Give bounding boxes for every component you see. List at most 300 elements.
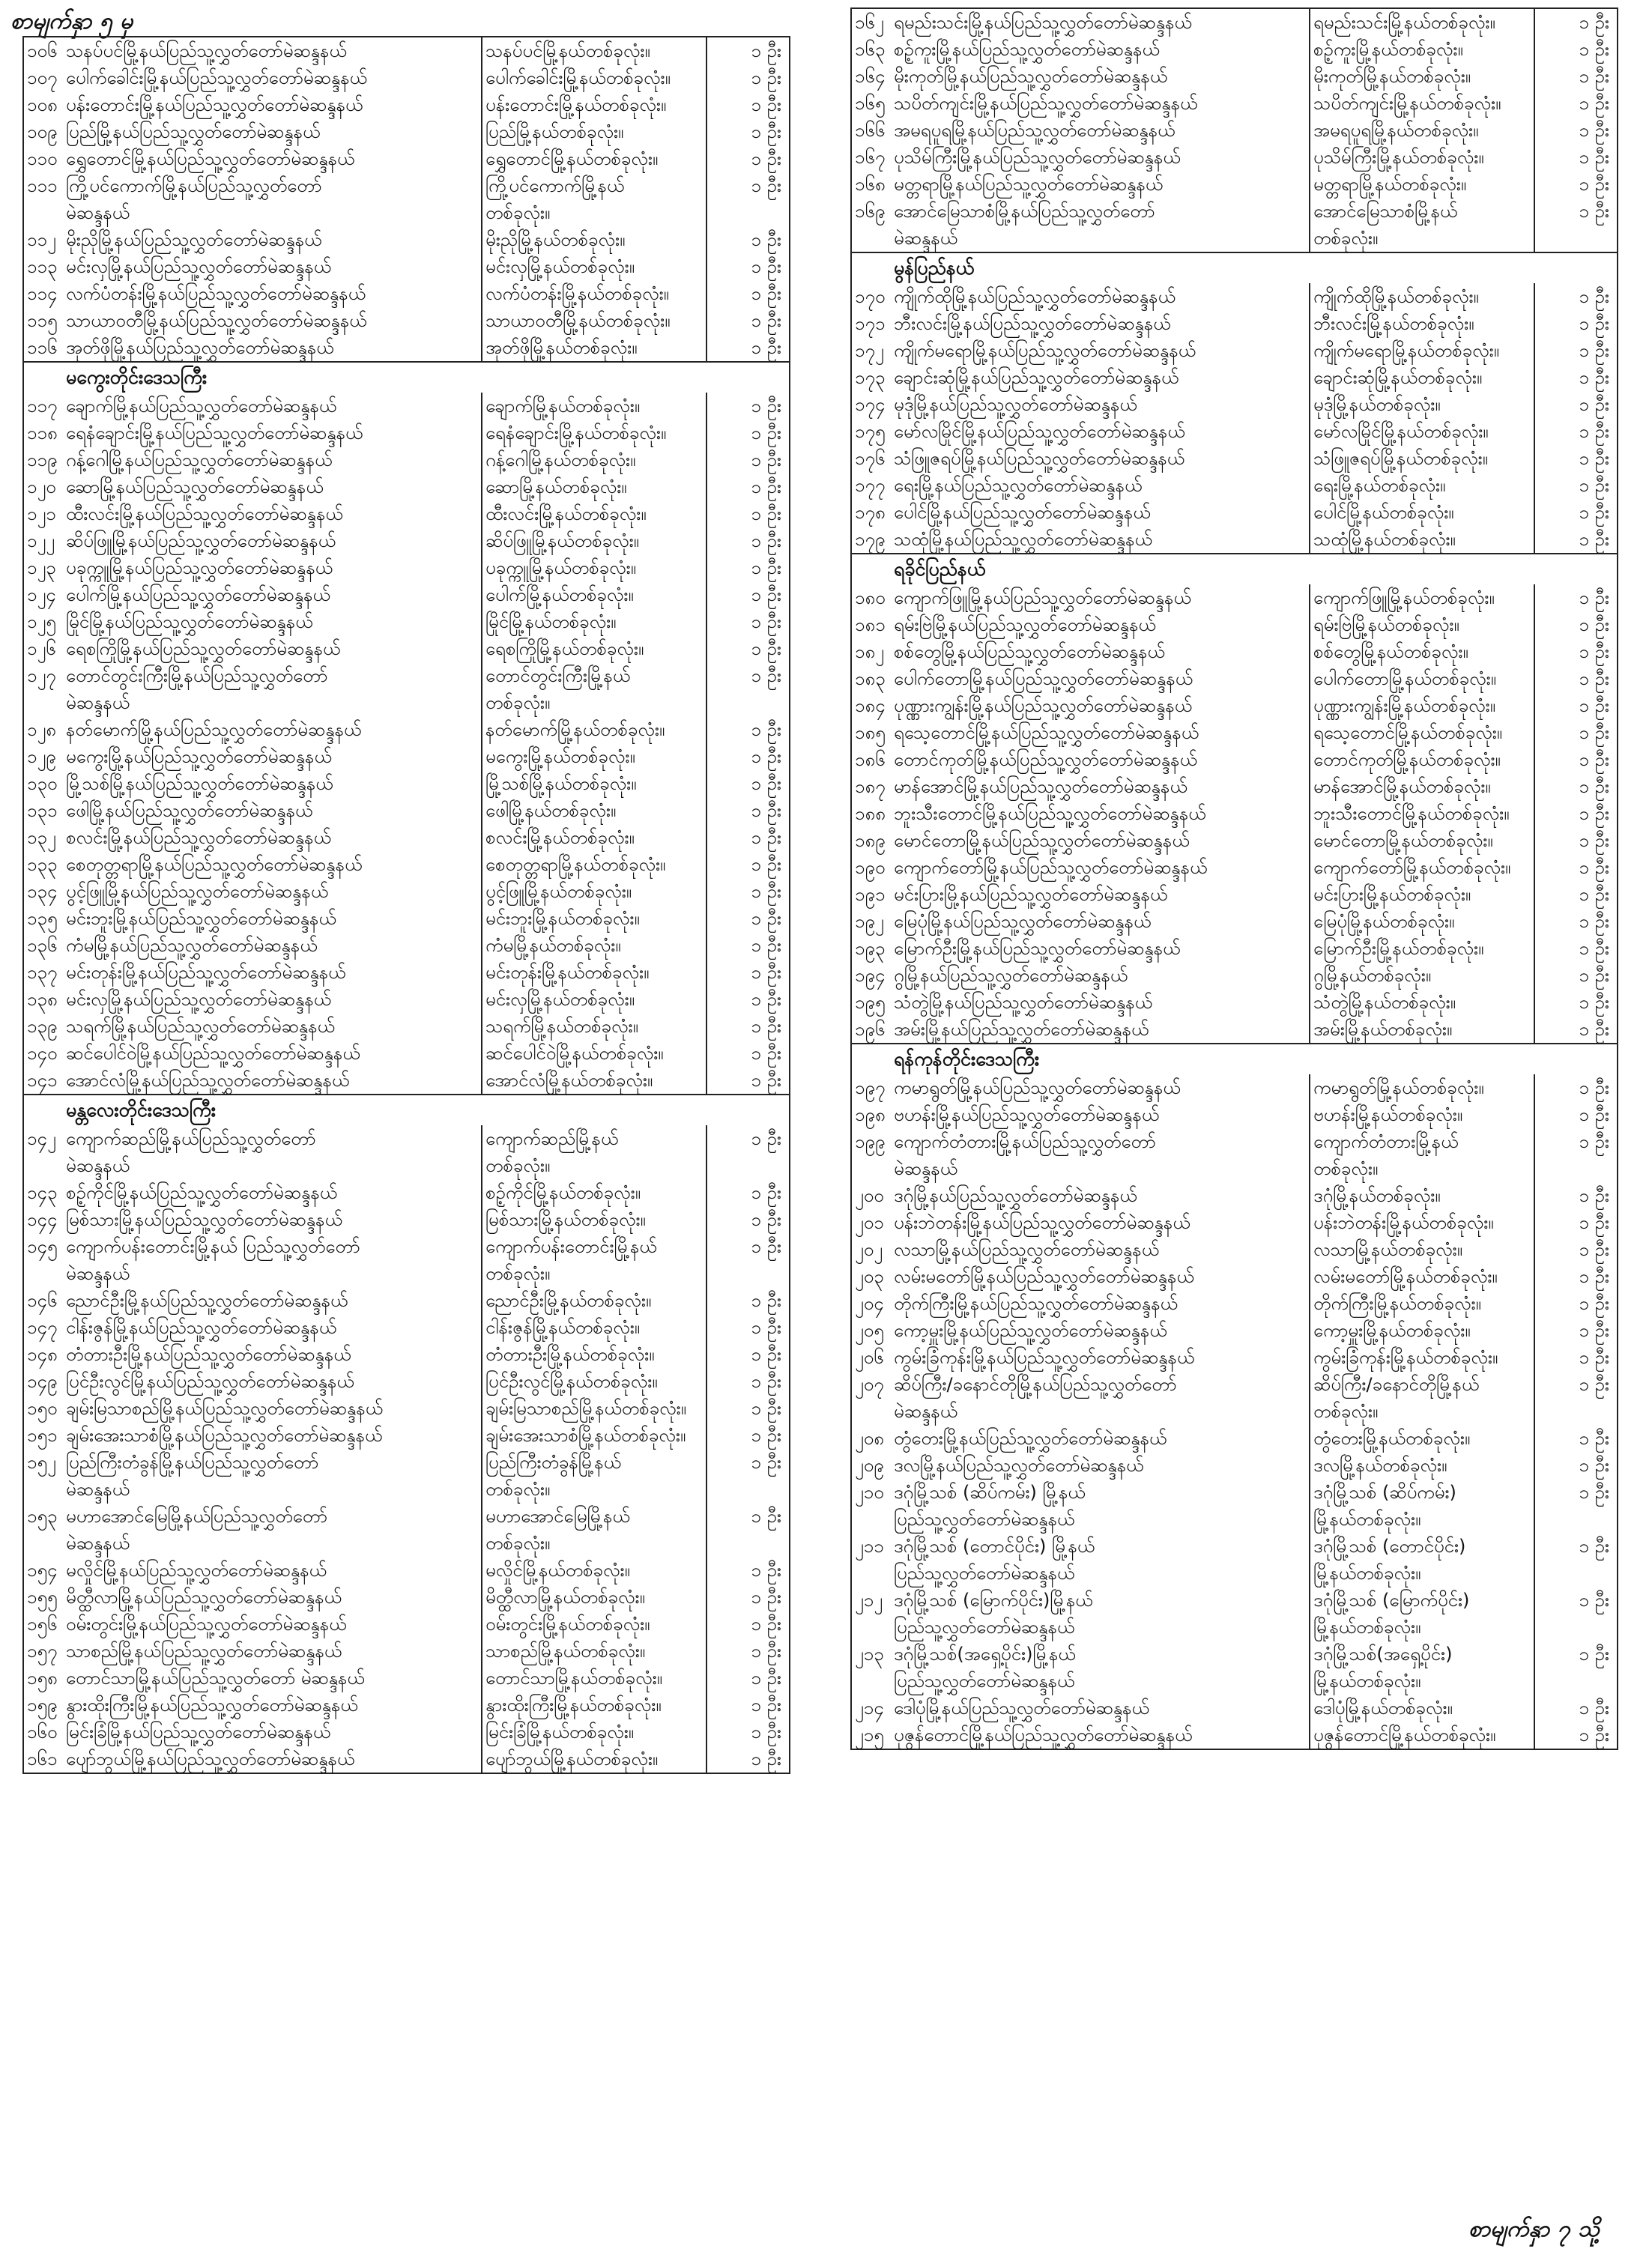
constituency-area: ရေးမြို့နယ်တစ်ခုလုံး။ xyxy=(1310,472,1535,499)
table-row xyxy=(24,1503,789,1557)
row-number: ၂၁၅ xyxy=(855,1725,884,1746)
table-row xyxy=(852,1128,1617,1182)
section-block xyxy=(850,252,1618,553)
constituency-area: လက်ပံတန်းမြို့နယ်တစ်ခုလုံး။ xyxy=(482,280,707,307)
table-row xyxy=(852,499,1617,526)
constituency-name: ဝမ်းတွင်းမြို့နယ်ပြည်သူ့လွှတ်တော်မဲဆန္ဒနယ် xyxy=(63,1611,482,1638)
constituency-name: မြစ်သားမြို့နယ်ပြည်သူ့လွှတ်တော်မဲဆန္ဒနယ် xyxy=(63,1206,482,1233)
seat-count: ၁ ဦး xyxy=(751,1641,781,1662)
constituency-name: ဘူးသီးတောင်မြို့နယ်ပြည်သူ့လွှတ်တော်မဲဆန္ဒနယ် xyxy=(891,800,1310,827)
constituency-area: မြင်းခြံမြို့နယ်တစ်ခုလုံး။ xyxy=(482,1719,707,1746)
constituency-area: ကွမ်းခြံကုန်းမြို့နယ်တစ်ခုလုံး။ xyxy=(1310,1344,1535,1371)
seat-count: ၁ ဦး xyxy=(751,1070,781,1091)
constituency-area: ဒေါပုံမြို့နယ်တစ်ခုလုံး။ xyxy=(1310,1695,1535,1722)
row-number: ၁၉၂ xyxy=(855,911,884,932)
seat-count: ၁ ဦး xyxy=(751,310,781,331)
seat-count: ၁ ဦး xyxy=(1579,1320,1609,1341)
constituency-name: မြို့သစ်မြို့နယ်ပြည်သူ့လွှတ်တော်မဲဆန္ဒနယ် xyxy=(63,770,482,797)
table-row xyxy=(852,283,1617,310)
table-row xyxy=(24,878,789,905)
row-number: ၁၈၃ xyxy=(855,668,886,689)
right-column xyxy=(850,7,1618,1750)
constituency-area: ရေစကြိုမြို့နယ်တစ်ခုလုံး။ xyxy=(482,635,707,662)
row-number: ၁၇၀ xyxy=(855,286,886,307)
row-number: ၁၃၀ xyxy=(27,773,58,794)
constituency-name: မောင်တောမြို့နယ်ပြည်သူ့လွှတ်တော်မဲဆန္ဒနယ် xyxy=(891,827,1310,854)
row-number: ၁၂၀ xyxy=(27,476,56,497)
section-title: မကွေးတိုင်းဒေသကြီး xyxy=(66,366,208,388)
seat-count: ၁ ဦး xyxy=(1579,340,1609,361)
constituency-name: ပခုက္ကူမြို့နယ်ပြည်သူ့လွှတ်တော်မဲဆန္ဒနယ် xyxy=(63,554,482,581)
constituency-name: ကော့မှူးမြို့နယ်ပြည်သူ့လွှတ်တော်မဲဆန္ဒနယ် xyxy=(891,1317,1310,1344)
row-number: ၁၉၉ xyxy=(855,1131,886,1152)
table-row xyxy=(24,635,789,662)
row-number: ၁၉၅ xyxy=(855,992,886,1013)
table-row xyxy=(24,554,789,581)
row-number: ၁၁၈ xyxy=(27,423,58,444)
constituency-area: ငါန်းဇွန်မြို့နယ်တစ်ခုလုံး။ xyxy=(482,1314,707,1341)
seat-count: ၁ ဦး xyxy=(751,800,781,821)
table-row xyxy=(852,638,1617,665)
constituency-area: ပြည်မြို့နယ်တစ်ခုလုံး။ xyxy=(482,118,707,145)
seat-count: ၁ ဦး xyxy=(1579,313,1609,334)
constituency-name: လမ်းမတော်မြို့နယ်ပြည်သူ့လွှတ်တော်မဲဆန္ဒနယ် xyxy=(891,1263,1310,1290)
row-number: ၁၁၆ xyxy=(27,337,58,358)
row-number: ၁၇၂ xyxy=(855,340,884,361)
constituency-name: နွားထိုးကြီးမြို့နယ်ပြည်သူ့လွှတ်တော်မဲဆန္ဒနယ် xyxy=(63,1692,482,1719)
constituency-name: စစ်တွေမြို့နယ်ပြည်သူ့လွှတ်တော်မဲဆန္ဒနယ် xyxy=(891,638,1310,665)
row-number: ၁၆၃ xyxy=(855,39,886,60)
row-number: ၁၈၈ xyxy=(855,803,886,824)
constituency-name: သာစည်မြို့နယ်ပြည်သူ့လွှတ်တော်မဲဆန္ဒနယ် xyxy=(63,1638,482,1665)
constituency-name: ရွှေတောင်မြို့နယ်ပြည်သူ့လွှတ်တော်မဲဆန္ဒနယ် xyxy=(63,145,482,172)
constituency-area: သံတွဲမြို့နယ်တစ်ခုလုံး။ xyxy=(1310,989,1535,1016)
constituency-area: တောင်တွင်းကြီးမြို့နယ် တစ်ခုလုံး။ xyxy=(482,662,707,716)
section-block xyxy=(22,36,790,361)
constituency-name: တံတားဦးမြို့နယ်ပြည်သူ့လွှတ်တော်မဲဆန္ဒနယ် xyxy=(63,1341,482,1368)
seat-count: ၁ ဦး xyxy=(751,1452,781,1473)
row-number: ၁၅၉ xyxy=(27,1695,58,1716)
table-row xyxy=(24,662,789,716)
table-row xyxy=(852,1344,1617,1371)
table-row xyxy=(852,1371,1617,1425)
row-number: ၁၆၄ xyxy=(855,66,886,87)
table-row xyxy=(852,171,1617,198)
constituency-area: ပြင်ဦးလွင်မြို့နယ်တစ်ခုလုံး။ xyxy=(482,1368,707,1395)
constituency-area: အမ်းမြို့နယ်တစ်ခုလုံး။ xyxy=(1310,1016,1535,1043)
table-row xyxy=(852,9,1617,36)
constituency-name: ဒလမြို့နယ်ပြည်သူ့လွှတ်တော်မဲဆန္ဒနယ် xyxy=(891,1452,1310,1479)
table-row xyxy=(24,226,789,253)
row-number: ၂၁၃ xyxy=(855,1644,884,1665)
table-row xyxy=(24,1287,789,1314)
constituency-area: သပိတ်ကျင်းမြို့နယ်တစ်ခုလုံး။ xyxy=(1310,90,1535,117)
constituency-name: ဒဂုံမြို့သစ် (တောင်ပိုင်း) မြို့နယ် ပြည်သူ့လွှတ်တော်မဲဆန္ဒနယ် xyxy=(891,1533,1310,1587)
constituency-name: ရေစကြိုမြို့နယ်ပြည်သူ့လွှတ်တော်မဲဆန္ဒနယ် xyxy=(63,635,482,662)
row-number: ၂၀၉ xyxy=(855,1455,884,1476)
table-row xyxy=(852,881,1617,908)
section-block xyxy=(850,553,1618,1043)
table-row xyxy=(24,824,789,851)
seat-count: ၁ ဦး xyxy=(1579,1725,1609,1746)
table-row xyxy=(852,36,1617,63)
seat-count: ၁ ဦး xyxy=(751,229,781,250)
row-number: ၁၃၆ xyxy=(27,935,58,956)
constituency-area: ကျောက်ဆည်မြို့နယ် တစ်ခုလုံး။ xyxy=(482,1125,707,1179)
constituency-name: မုဒုံမြို့နယ်ပြည်သူ့လွှတ်တော်မဲဆန္ဒနယ် xyxy=(891,391,1310,418)
table-row xyxy=(852,117,1617,144)
row-number: ၁၄၈ xyxy=(27,1344,58,1365)
constituency-area: တောင်ကုတ်မြို့နယ်တစ်ခုလုံး။ xyxy=(1310,746,1535,773)
seat-count: ၁ ဦး xyxy=(751,67,781,88)
seat-count: ၁ ဦး xyxy=(1579,1019,1609,1040)
table-row xyxy=(24,1584,789,1611)
constituency-area: ပွင့်ဖြူမြို့နယ်တစ်ခုလုံး။ xyxy=(482,878,707,905)
constituency-name: ကံမမြို့နယ်ပြည်သူ့လွှတ်တော်မဲဆန္ဒနယ် xyxy=(63,932,482,959)
seat-count: ၁ ဦး xyxy=(1579,1347,1609,1368)
section-title: မန္တလေးတိုင်းဒေသကြီး xyxy=(66,1099,216,1121)
seat-count: ၁ ဦး xyxy=(1579,1590,1609,1611)
table-row xyxy=(852,1722,1617,1749)
seat-count: ၁ ဦး xyxy=(751,1236,781,1257)
row-number: ၁၇၇ xyxy=(855,475,886,496)
constituency-name: ပုဇွန်တောင်မြို့နယ်ပြည်သူ့လွှတ်တော်မဲဆန္ဒနယ် xyxy=(891,1722,1310,1749)
seat-count: ၁ ဦး xyxy=(1579,120,1609,141)
table-row xyxy=(852,665,1617,692)
table-row xyxy=(852,445,1617,472)
seat-count: ၁ ဦး xyxy=(1579,201,1609,222)
constituency-name: ဗဟန်းမြို့နယ်ပြည်သူ့လွှတ်တော်မဲဆန္ဒနယ် xyxy=(891,1101,1310,1128)
constituency-area: မင်းဘူးမြို့နယ်တစ်ခုလုံး။ xyxy=(482,905,707,932)
seat-count: ၁ ဦး xyxy=(1579,1266,1609,1287)
seat-count: ၁ ဦး xyxy=(1579,1239,1609,1260)
page-footer: စာမျက်နှာ ၇ သို့ xyxy=(1468,2216,1600,2242)
constituency-name: သနပ်ပင်မြို့နယ်ပြည်သူ့လွှတ်တော်မဲဆန္ဒနယ် xyxy=(63,37,482,64)
row-number: ၂၀၅ xyxy=(855,1320,884,1341)
row-number: ၁၀၉ xyxy=(27,121,58,142)
constituency-area: သနပ်ပင်မြို့နယ်တစ်ခုလုံး။ xyxy=(482,37,707,64)
row-number: ၁၄၀ xyxy=(27,1043,58,1064)
constituency-area: ကျောက်တံတားမြို့နယ် တစ်ခုလုံး။ xyxy=(1310,1128,1535,1182)
constituency-name: အောင်မြေသာစံမြို့နယ်ပြည်သူ့လွှတ်တော် မဲဆန္ဒနယ် xyxy=(891,198,1310,252)
row-number: ၁၈၀ xyxy=(855,587,886,608)
constituency-area: ဘူးသီးတောင်မြို့နယ်တစ်ခုလုံး။ xyxy=(1310,800,1535,827)
constituency-name: ကျောက်ဖြူမြို့နယ်ပြည်သူ့လွှတ်တော်မဲဆန္ဒနယ် xyxy=(891,584,1310,611)
row-number: ၁၄၆ xyxy=(27,1290,58,1311)
seat-count: ၁ ဦး xyxy=(751,1128,781,1149)
constituency-name: စဉ့်ကိုင်မြို့နယ်ပြည်သူ့လွှတ်တော်မဲဆန္ဒနယ် xyxy=(63,1179,482,1206)
constituency-name: ညောင်ဦးမြို့နယ်ပြည်သူ့လွှတ်တော်မဲဆန္ဒနယ် xyxy=(63,1287,482,1314)
constituency-name: ဒဂုံမြို့သစ် (ဆိပ်ကမ်း) မြို့နယ် ပြည်သူ့လွှတ်တော်မဲဆန္ဒနယ် xyxy=(891,1479,1310,1533)
constituency-area: မင်းပြားမြို့နယ်တစ်ခုလုံး။ xyxy=(1310,881,1535,908)
constituency-name: ဂွမြို့နယ်ပြည်သူ့လွှတ်တော်မဲဆန္ဒနယ် xyxy=(891,962,1310,989)
constituency-name: မဟာအောင်မြေမြို့နယ်ပြည်သူ့လွှတ်တော် မဲဆန္ဒနယ် xyxy=(63,1503,482,1557)
table-row xyxy=(852,391,1617,418)
row-number: ၂၀၄ xyxy=(855,1293,884,1314)
constituency-area: ပြည်ကြီးတံခွန်မြို့နယ် တစ်ခုလုံး။ xyxy=(482,1449,707,1503)
seat-count: ၁ ဦး xyxy=(1579,587,1609,608)
row-number: ၁၀၆ xyxy=(27,40,58,61)
constituency-name: ဂန့်ဂေါမြို့နယ်ပြည်သူ့လွှတ်တော်မဲဆန္ဒနယ် xyxy=(63,447,482,473)
seat-count: ၁ ဦး xyxy=(1579,448,1609,469)
seat-count: ၁ ဦး xyxy=(1579,1185,1609,1206)
seat-count: ၁ ဦး xyxy=(751,1425,781,1446)
seat-count: ၁ ဦး xyxy=(1579,1212,1609,1233)
table-row xyxy=(24,253,789,280)
constituency-area: ဖေါမြို့နယ်တစ်ခုလုံး။ xyxy=(482,797,707,824)
table-row xyxy=(852,692,1617,719)
constituency-area: ဗဟန်းမြို့နယ်တစ်ခုလုံး။ xyxy=(1310,1101,1535,1128)
constituency-name: ချမ်းအေးသာစံမြို့နယ်ပြည်သူ့လွှတ်တော်မဲဆန္ဒနယ် xyxy=(63,1422,482,1449)
seat-count: ၁ ဦး xyxy=(751,557,781,578)
table-row xyxy=(852,1695,1617,1722)
table-row xyxy=(852,1587,1617,1641)
constituency-name: စဉ့်ကူးမြို့နယ်ပြည်သူ့လွှတ်တော်မဲဆန္ဒနယ် xyxy=(891,36,1310,63)
constituency-name: သံတွဲမြို့နယ်ပြည်သူ့လွှတ်တော်မဲဆန္ဒနယ် xyxy=(891,989,1310,1016)
row-number: ၁၀၈ xyxy=(27,94,58,115)
table-row xyxy=(852,144,1617,171)
constituency-area: မာန်အောင်မြို့နယ်တစ်ခုလုံး။ xyxy=(1310,773,1535,800)
constituency-name: တွံတေးမြို့နယ်ပြည်သူ့လွှတ်တော်မဲဆန္ဒနယ် xyxy=(891,1425,1310,1452)
constituency-name: မလှိုင်မြို့နယ်ပြည်သူ့လွှတ်တော်မဲဆန္ဒနယ် xyxy=(63,1557,482,1584)
table-row xyxy=(24,1206,789,1233)
constituency-area: မုဒုံမြို့နယ်တစ်ခုလုံး။ xyxy=(1310,391,1535,418)
seat-count: ၁ ဦး xyxy=(751,1371,781,1392)
table-row xyxy=(852,908,1617,935)
constituency-area: ပေါက်ခေါင်းမြို့နယ်တစ်ခုလုံး။ xyxy=(482,64,707,91)
row-number: ၁၄၂ xyxy=(27,1128,56,1149)
constituency-name: ရေးမြို့နယ်ပြည်သူ့လွှတ်တော်မဲဆန္ဒနယ် xyxy=(891,472,1310,499)
table-row xyxy=(852,1209,1617,1236)
constituency-name: တောင်သာမြို့နယ်ပြည်သူ့လွှတ်တော် မဲဆန္ဒနယ် xyxy=(63,1665,482,1692)
table-row xyxy=(24,932,789,959)
seat-count: ၁ ဦး xyxy=(751,1695,781,1716)
constituency-name: ဆိပ်ဖြူမြို့နယ်ပြည်သူ့လွှတ်တော်မဲဆန္ဒနယ် xyxy=(63,527,482,554)
constituency-area: ပုဇွန်တောင်မြို့နယ်တစ်ခုလုံး။ xyxy=(1310,1722,1535,1749)
constituency-area: မြို့သစ်မြို့နယ်တစ်ခုလုံး။ xyxy=(482,770,707,797)
table-row xyxy=(24,280,789,307)
table-row xyxy=(852,962,1617,989)
row-number: ၁၂၅ xyxy=(27,611,56,632)
table-row xyxy=(852,310,1617,337)
constituency-area: ဆင်ပေါင်ဝဲမြို့နယ်တစ်ခုလုံး။ xyxy=(482,1040,707,1067)
row-number: ၁၃၉ xyxy=(27,1016,58,1037)
constituency-name: အောင်လံမြို့နယ်ပြည်သူ့လွှတ်တော်မဲဆန္ဒနယ် xyxy=(63,1067,482,1094)
seat-count: ၁ ဦး xyxy=(751,503,781,524)
seat-count: ၁ ဦး xyxy=(751,1182,781,1203)
constituency-area: အောင်မြေသာစံမြို့နယ် တစ်ခုလုံး။ xyxy=(1310,198,1535,252)
table-row xyxy=(24,393,789,420)
row-number: ၁၈၇ xyxy=(855,776,886,797)
seat-count: ၁ ဦး xyxy=(1579,502,1609,523)
seat-count: ၁ ဦး xyxy=(1579,938,1609,959)
section-block xyxy=(22,361,790,1094)
seat-count: ၁ ဦး xyxy=(751,1560,781,1581)
table-row xyxy=(24,986,789,1013)
constituency-area: မကွေးမြို့နယ်တစ်ခုလုံး။ xyxy=(482,743,707,770)
constituency-area: မင်းလှမြို့နယ်တစ်ခုလုံး။ xyxy=(482,986,707,1013)
constituency-area: ဝမ်းတွင်းမြို့နယ်တစ်ခုလုံး။ xyxy=(482,1611,707,1638)
seat-count: ၁ ဦး xyxy=(1579,174,1609,195)
constituency-area: ရမည်းသင်းမြို့နယ်တစ်ခုလုံး။ xyxy=(1310,9,1535,36)
table-row xyxy=(24,1719,789,1746)
constituency-name: မြေပုံမြို့နယ်ပြည်သူ့လွှတ်တော်မဲဆန္ဒနယ် xyxy=(891,908,1310,935)
row-number: ၁၈၉ xyxy=(855,830,886,851)
seat-count: ၁ ဦး xyxy=(751,94,781,115)
table-row xyxy=(24,1422,789,1449)
seat-count: ၁ ဦး xyxy=(751,337,781,358)
row-number: ၁၅၄ xyxy=(27,1560,58,1581)
constituency-name: သာယာဝတီမြို့နယ်ပြည်သူ့လွှတ်တော်မဲဆန္ဒနယ် xyxy=(63,307,482,334)
constituency-name: ရသေ့တောင်မြို့နယ်ပြည်သူ့လွှတ်တော်မဲဆန္ဒနယ် xyxy=(891,719,1310,746)
seat-count: ၁ ဦး xyxy=(1579,911,1609,932)
row-number: ၁၄၅ xyxy=(27,1236,58,1257)
row-number: ၁၅၀ xyxy=(27,1398,58,1419)
table-row xyxy=(24,447,789,473)
constituency-area: အမရပူရမြို့နယ်တစ်ခုလုံး။ xyxy=(1310,117,1535,144)
constituency-area: တွံတေးမြို့နယ်တစ်ခုလုံး။ xyxy=(1310,1425,1535,1452)
table-row xyxy=(24,1368,789,1395)
constituency-area: ကျိုက်မရောမြို့နယ်တစ်ခုလုံး။ xyxy=(1310,337,1535,364)
row-number: ၁၃၂ xyxy=(27,827,56,848)
constituency-area: ဘီးလင်းမြို့နယ်တစ်ခုလုံး။ xyxy=(1310,310,1535,337)
row-number: ၁၃၇ xyxy=(27,962,58,983)
table-row xyxy=(24,145,789,172)
table-row xyxy=(24,1638,789,1665)
table-row xyxy=(24,959,789,986)
constituency-name: နတ်မောက်မြို့နယ်ပြည်သူ့လွှတ်တော်မဲဆန္ဒနယ် xyxy=(63,716,482,743)
seat-count: ၁ ဦး xyxy=(751,1749,781,1770)
constituency-area: တိုက်ကြီးမြို့နယ်တစ်ခုလုံး။ xyxy=(1310,1290,1535,1317)
seat-count: ၁ ဦး xyxy=(1579,1455,1609,1476)
constituency-name: ထီးလင်းမြို့နယ်ပြည်သူ့လွှတ်တော်မဲဆန္ဒနယ် xyxy=(63,500,482,527)
table-row xyxy=(852,1016,1617,1043)
table-row xyxy=(24,172,789,226)
table-row xyxy=(852,584,1617,611)
constituency-area: မင်းတုန်းမြို့နယ်တစ်ခုလုံး။ xyxy=(482,959,707,986)
constituency-area: သာစည်မြို့နယ်တစ်ခုလုံး။ xyxy=(482,1638,707,1665)
table-row xyxy=(24,1557,789,1584)
constituency-name: တိုက်ကြီးမြို့နယ်ပြည်သူ့လွှတ်တော်မဲဆန္ဒနယ် xyxy=(891,1290,1310,1317)
table-row xyxy=(24,334,789,361)
row-number: ၁၅၃ xyxy=(27,1506,58,1527)
constituency-area: စဉ့်ကိုင်မြို့နယ်တစ်ခုလုံး။ xyxy=(482,1179,707,1206)
constituency-area: အုတ်ဖိုမြို့နယ်တစ်ခုလုံး။ xyxy=(482,334,707,361)
constituency-area: သထုံမြို့နယ်တစ်ခုလုံး။ xyxy=(1310,526,1535,553)
constituency-area: ကမာရွတ်မြို့နယ်တစ်ခုလုံး။ xyxy=(1310,1074,1535,1101)
constituency-area: ဒဂုံမြို့သစ် (တောင်ပိုင်း) မြို့နယ်တစ်ခုလုံး။ xyxy=(1310,1533,1535,1587)
table-row xyxy=(852,1290,1617,1317)
table-row xyxy=(24,473,789,500)
constituency-area: ကျောက်ဖြူမြို့နယ်တစ်ခုလုံး။ xyxy=(1310,584,1535,611)
table-row xyxy=(24,770,789,797)
row-number: ၁၂၇ xyxy=(27,665,56,686)
seat-count: ၁ ဦး xyxy=(1579,1698,1609,1719)
constituency-area: မလှိုင်မြို့နယ်တစ်ခုလုံး။ xyxy=(482,1557,707,1584)
constituency-area: ပန်းဘဲတန်းမြို့နယ်တစ်ခုလုံး။ xyxy=(1310,1209,1535,1236)
row-number: ၁၉၈ xyxy=(855,1104,886,1125)
constituency-area: ဂန့်ဂေါမြို့နယ်တစ်ခုလုံး။ xyxy=(482,447,707,473)
table-row xyxy=(852,90,1617,117)
constituency-name: ဆင်ပေါင်ဝဲမြို့နယ်ပြည်သူ့လွှတ်တော်မဲဆန္ဒနယ် xyxy=(63,1040,482,1067)
constituency-area: တံတားဦးမြို့နယ်တစ်ခုလုံး။ xyxy=(482,1341,707,1368)
table-row xyxy=(24,64,789,91)
seat-count: ၁ ဦး xyxy=(751,121,781,142)
table-row xyxy=(24,1125,789,1179)
row-number: ၁၈၅ xyxy=(855,722,886,743)
table-row xyxy=(852,337,1617,364)
table-row xyxy=(24,1746,789,1773)
constituency-name: လသာမြို့နယ်ပြည်သူ့လွှတ်တော်မဲဆန္ဒနယ် xyxy=(891,1236,1310,1263)
constituency-area: ပျော်ဘွယ်မြို့နယ်တစ်ခုလုံး။ xyxy=(482,1746,707,1773)
table-row xyxy=(24,1067,789,1094)
constituency-name: ဆောမြို့နယ်ပြည်သူ့လွှတ်တော်မဲဆန္ဒနယ် xyxy=(63,473,482,500)
seat-count: ၁ ဦး xyxy=(751,881,781,902)
constituency-area: မိတ္ထီလာမြို့နယ်တစ်ခုလုံး။ xyxy=(482,1584,707,1611)
section-title: မွန်ပြည်နယ် xyxy=(894,257,975,279)
seat-count: ၁ ဦး xyxy=(751,584,781,605)
constituency-area: မြစ်သားမြို့နယ်တစ်ခုလုံး။ xyxy=(482,1206,707,1233)
row-number: ၁၅၅ xyxy=(27,1587,58,1608)
row-number: ၁၆၈ xyxy=(855,174,886,195)
table-row xyxy=(24,1013,789,1040)
row-number: ၁၇၄ xyxy=(855,394,886,415)
constituency-name: ကျိုက်မရောမြို့နယ်ပြည်သူ့လွှတ်တော်မဲဆန္ဒနယ် xyxy=(891,337,1310,364)
seat-count: ၁ ဦး xyxy=(751,719,781,740)
constituency-area: သံဖြူဇရပ်မြို့နယ်တစ်ခုလုံး။ xyxy=(1310,445,1535,472)
constituency-name: မတ္တရာမြို့နယ်ပြည်သူ့လွှတ်တော်မဲဆန္ဒနယ် xyxy=(891,171,1310,198)
row-number: ၂၀၃ xyxy=(855,1266,884,1287)
constituency-name: ပေါက်တောမြို့နယ်ပြည်သူ့လွှတ်တော်မဲဆန္ဒနယ် xyxy=(891,665,1310,692)
seat-count: ၁ ဦး xyxy=(751,935,781,956)
seat-count: ၁ ဦး xyxy=(751,1722,781,1743)
constituency-name: ကမာရွတ်မြို့နယ်ပြည်သူ့လွှတ်တော်မဲဆန္ဒနယ် xyxy=(891,1074,1310,1101)
row-number: ၁၃၅ xyxy=(27,908,58,929)
seat-count: ၁ ဦး xyxy=(1579,776,1609,797)
seat-count: ၁ ဦး xyxy=(1579,529,1609,550)
seat-count: ၁ ဦး xyxy=(1579,965,1609,986)
seat-count: ၁ ဦး xyxy=(751,530,781,551)
seat-count: ၁ ဦး xyxy=(751,1209,781,1230)
table-row xyxy=(24,1611,789,1638)
seat-count: ၁ ဦး xyxy=(1579,1482,1609,1503)
table-row xyxy=(852,1236,1617,1263)
row-number: ၁၉၆ xyxy=(855,1019,886,1040)
constituency-name: ပျော်ဘွယ်မြို့နယ်ပြည်သူ့လွှတ်တော်မဲဆန္ဒနယ် xyxy=(63,1746,482,1773)
row-number: ၁၉၄ xyxy=(855,965,886,986)
constituency-name: ကျောက်ဆည်မြို့နယ်ပြည်သူ့လွှတ်တော် မဲဆန္ဒနယ် xyxy=(63,1125,482,1179)
seat-count: ၁ ဦး xyxy=(1579,394,1609,415)
row-number: ၁၅၈ xyxy=(27,1668,58,1689)
constituency-name: ရေနံချောင်းမြို့နယ်ပြည်သူ့လွှတ်တော်မဲဆန္ဒနယ် xyxy=(63,420,482,447)
seat-count: ၁ ဦး xyxy=(1579,367,1609,388)
seat-count: ၁ ဦး xyxy=(751,256,781,277)
row-number: ၁၈၆ xyxy=(855,749,886,770)
table-row xyxy=(24,716,789,743)
table-row xyxy=(852,364,1617,391)
row-number: ၁၆၀ xyxy=(27,1722,58,1743)
constituency-name: ပုသိမ်ကြီးမြို့နယ်ပြည်သူ့လွှတ်တော်မဲဆန္ဒနယ် xyxy=(891,144,1310,171)
row-number: ၁၆၉ xyxy=(855,201,886,222)
constituency-name: မိုးညိုမြို့နယ်ပြည်သူ့လွှတ်တော်မဲဆန္ဒနယ် xyxy=(63,226,482,253)
constituency-name: ပုဏ္ဏားကျွန်းမြို့နယ်ပြည်သူ့လွှတ်တော်မဲဆန္ဒနယ် xyxy=(891,692,1310,719)
row-number: ၁၅၂ xyxy=(27,1452,56,1473)
seat-count: ၁ ဦး xyxy=(751,423,781,444)
row-number: ၁၉၁ xyxy=(855,884,886,905)
constituency-name: ဖေါမြို့နယ်ပြည်သူ့လွှတ်တော်မဲဆန္ဒနယ် xyxy=(63,797,482,824)
row-number: ၁၅၇ xyxy=(27,1641,58,1662)
table-row xyxy=(852,854,1617,881)
